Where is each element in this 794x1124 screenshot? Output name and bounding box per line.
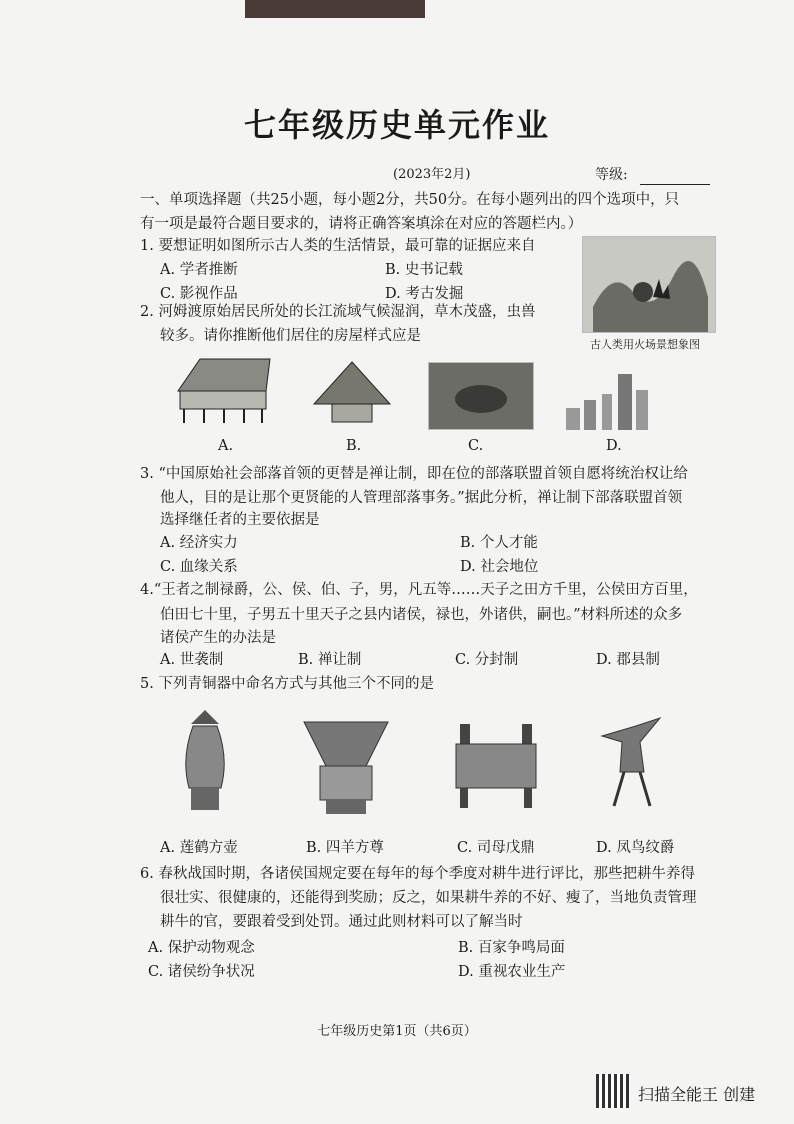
camscanner-watermark: 扫描全能王 创建 [638, 1085, 756, 1104]
q2-option-a: A. [218, 438, 234, 454]
q1-option-d: D. 考古发掘 [385, 286, 464, 302]
q4-option-a: A. 世袭制 [160, 652, 224, 668]
q5-option-d: D. 凤鸟纹爵 [596, 840, 675, 856]
q6-stem-line1: 6. 春秋战国时期，各诸侯国规定要在每年的每个季度对耕牛进行评比，那些把耕牛养得 [140, 866, 695, 882]
scan-dark-patch [245, 0, 425, 18]
q6-stem-line2: 很壮实、很健康的，还能得到奖励；反之，如果耕牛养的不好、瘦了，当地负责管理 [160, 890, 697, 906]
top-scan-strip [0, 0, 794, 20]
q6-option-c: C. 诸侯纷争状况 [148, 964, 255, 980]
section-instruction-line2: 有一项是最符合题目要求的，请将正确答案填涂在对应的答题栏内。） [140, 216, 583, 232]
grade-blank-line [640, 184, 710, 185]
q1-stem: 1. 要想证明如图所示古人类的生活情景，最可靠的证据应来自 [140, 238, 536, 254]
lotus-crane-hu-image [175, 708, 235, 818]
q3-option-b: B. 个人才能 [460, 535, 538, 551]
q4-stem-line1: 4.“王者之制禄爵，公、侯、伯、子，男，凡五等……天子之田方千里，公侯田方百里， [140, 582, 698, 598]
q3-option-d: D. 社会地位 [460, 559, 539, 575]
q4-option-b: B. 禅让制 [298, 652, 362, 668]
exam-date: (2023年2月) [393, 167, 471, 182]
q4-option-c: C. 分封制 [455, 652, 519, 668]
q6-stem-line3: 耕牛的官，要跟着受到处罚。通过此则材料可以了解当时 [160, 914, 523, 930]
q3-option-a: A. 经济实力 [160, 535, 238, 551]
q5-option-b: B. 四羊方尊 [306, 840, 384, 856]
hut-image [310, 360, 395, 426]
page-footer: 七年级历史第1页（共6页） [317, 1024, 477, 1039]
fire-scene-image [582, 236, 716, 333]
q2-stem-line2: 较多。请你推断他们居住的房屋样式应是 [160, 328, 421, 344]
q6-option-d: D. 重视农业生产 [458, 964, 566, 980]
q1-option-c: C. 影视作品 [160, 286, 238, 302]
qr-code-icon [596, 1074, 630, 1108]
phoenix-jue-image [600, 716, 664, 808]
q6-option-a: A. 保护动物观念 [148, 940, 255, 956]
q2-option-b: B. [346, 438, 362, 454]
q3-option-c: C. 血缘关系 [160, 559, 238, 575]
q1-option-a: A. 学者推断 [160, 262, 238, 278]
q4-option-d: D. 郡县制 [596, 652, 660, 668]
buildings-image [562, 370, 658, 430]
q3-stem-line2: 他人，目的是让那个更贤能的人管理部落事务。”据此分析，禅让制下部落联盟首领 [160, 490, 683, 506]
q6-option-b: B. 百家争鸣局面 [458, 940, 565, 956]
q2-stem-line1: 2. 河姆渡原始居民所处的长江流域气候湿润，草木茂盛，虫兽 [140, 304, 536, 320]
grade-label: 等级: [595, 167, 628, 183]
four-goat-zun-image [300, 718, 392, 818]
q4-stem-line2: 伯田七十里，子男五十里天子之县内诸侯，禄也，外诸供，嗣也。”材料所述的众多 [160, 607, 683, 623]
q3-stem-line1: 3. “中国原始社会部落首领的更替是禅让制，即在位的部落联盟首领自愿将统治权让给 [140, 466, 688, 482]
q5-option-c: C. 司母戊鼎 [457, 840, 535, 856]
q2-option-d: D. [606, 438, 622, 454]
q2-option-c: C. [468, 438, 484, 454]
q5-option-a: A. 莲鹤方壶 [160, 840, 238, 856]
fire-scene-caption: 古人类用火场景想象图 [590, 338, 700, 351]
q1-option-b: B. 史书记载 [385, 262, 463, 278]
q3-stem-line3: 选择继任者的主要依据是 [160, 512, 320, 528]
page-title: 七年级历史单元作业 [243, 106, 550, 144]
cave-image [428, 362, 534, 430]
simuwu-ding-image [450, 720, 542, 810]
stilt-house-image [170, 355, 275, 427]
section-instruction-line1: 一、单项选择题（共25小题，每小题2分，共50分。在每小题列出的四个选项中，只 [140, 192, 680, 208]
q5-stem: 5. 下列青铜器中命名方式与其他三个不同的是 [140, 676, 434, 692]
q4-stem-line3: 诸侯产生的办法是 [160, 630, 276, 646]
